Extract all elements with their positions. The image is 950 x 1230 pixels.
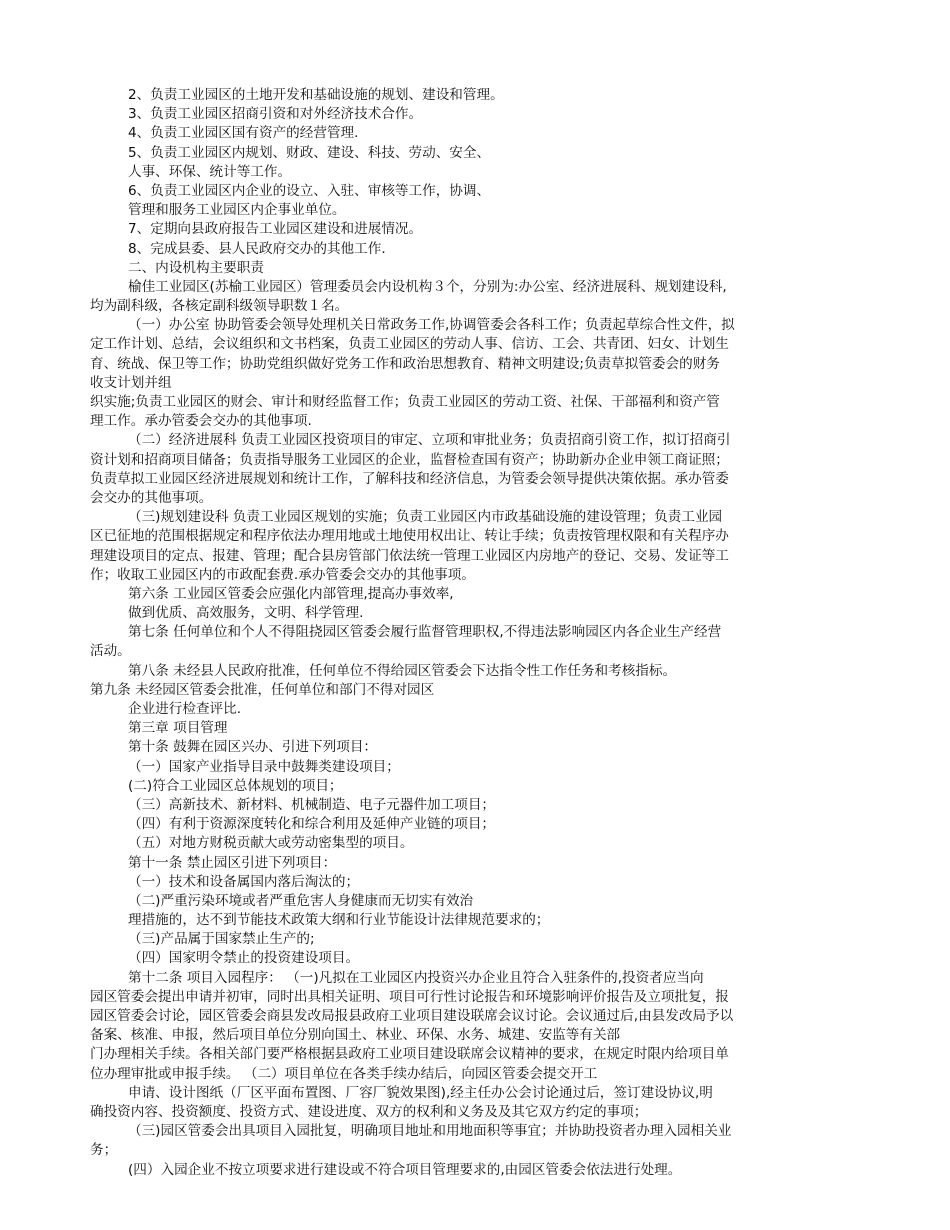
text-line: （二）经济进展科 负责工业园区投资项目的审定、立项和审批业务；负责招商引资工作，拟订招商引 <box>128 432 731 449</box>
text-line: 企业进行检查评比. <box>128 701 242 717</box>
text-line: 4、负责工业园区国有资产的经营管理. <box>128 125 359 142</box>
text-line: 第十一条 禁止园区引进下列项目： <box>128 854 337 871</box>
text-line: 第六条 工业园区管委会应强化内部管理,提高办事效率, <box>128 585 454 602</box>
text-line: 定工作计划、总结，会议组织和文书档案，负责工业园区的劳动人事、信访、工会、共青团、妇女、计划生 <box>90 336 729 353</box>
text-line: 备案、核准、申报，然后项目单位分别向国土、林业、环保、水务、城建、安监等有关部 <box>90 1027 621 1044</box>
text-line: 5、负责工业园区内规划、财政、建设、科技、劳动、安全、 <box>128 144 491 161</box>
text-line: 负责草拟工业园区经济进展规划和统计工作，了解科技和经济信息，为管委会领导提供决策依据。承办管委 <box>90 470 729 487</box>
text-line: 均为副科级，各核定副科级领导职数１名。 <box>90 298 349 315</box>
text-line: 第十二条 项目入园程序： （一)凡拟在工业园区内投资兴办企业且符合入驻条件的,投资者应当向 <box>128 969 704 986</box>
text-line: 收支计划并组 <box>90 374 172 391</box>
text-line: 园区管委会讨论，园区管委会商县发改局报县政府工业项目建设联席会议讨论。会议通过后,由县发改局予以 <box>90 1008 734 1024</box>
text-line: 7、定期向县政府报告工业园区建设和进展情况。 <box>128 221 423 238</box>
text-line: 人事、环保、统计等工作。 <box>128 163 292 180</box>
text-line: (二)符合工业园区总体规划的项目； <box>128 777 343 794</box>
text-line: 2、负责工业园区的土地开发和基础设施的规划、建设和管理。 <box>128 87 504 103</box>
text-line: （三)园区管委会出具项目入园批复，明确项目地址和用地面积等事宜；并协助投资者办理入园相关业 <box>128 1123 732 1140</box>
text-line: 作；收取工业园区内的市政配套费.承办管委会交办的其他事项。 <box>90 566 475 583</box>
text-line: 申请、设计图纸（厂区平面布置图、厂容厂貌效果图),经主任办公会讨论通过后，签订建设协议,明 <box>128 1084 713 1101</box>
text-line: 6、负责工业园区内企业的设立、入驻、审核等工作，协调、 <box>128 182 491 199</box>
text-line: 活动。 <box>90 643 131 660</box>
text-line: (四）入园企业不按立项要求进行建设或不符合项目管理要求的,由园区管委会依法进行处理。 <box>128 1161 682 1178</box>
text-line: （三)规划建设科 负责工业园区规划的实施；负责工业园区内市政基础设施的建设管理；负责工业园 <box>128 509 723 526</box>
text-line: 第九条 未经园区管委会批准，任何单位和部门不得对园区 <box>90 681 435 698</box>
text-line: （三)产品属于国家禁止生产的; <box>128 931 315 948</box>
text-line: （四）有利于资源深度转化和综合利用及延伸产业链的项目； <box>128 816 496 833</box>
text-line: 做到优质、高效服务，文明、科学管理. <box>128 605 364 622</box>
text-line: 第十条 鼓舞在园区兴办、引进下列项目： <box>128 739 378 756</box>
text-line: 务； <box>90 1142 118 1159</box>
text-line: （四）国家明令禁止的投资建设项目。 <box>128 950 360 967</box>
text-line: （三）高新技术、新材料、机械制造、电子元器件加工项目； <box>128 796 496 813</box>
text-line: 育、统战、保卫等工作；协助党组织做好党务工作和政治思想教育、精神文明建设;负责草拟管委会的财务 <box>90 355 720 372</box>
document-body <box>90 86 860 1180</box>
text-line: 第三章 项目管理 <box>128 720 228 737</box>
text-line: 理措施的，达不到节能技术政策大纲和行业节能设计法律规范要求的； <box>128 912 550 929</box>
text-line: 管理和服务工业园区内企事业单位。 <box>128 202 346 219</box>
text-line: 第八条 未经县人民政府批准，任何单位不得给园区管委会下达指令性工作任务和考核指标。 <box>128 662 677 679</box>
text-line: 位办理审批或申报手续。 （二）项目单位在各类手续办结后，向园区管委会提交开工 <box>90 1065 598 1082</box>
text-line: 门办理相关手续。各相关部门要严格根据县政府工业项目建设联席会议精神的要求，在规定时限内给项目单 <box>90 1046 729 1063</box>
text-line: 会交办的其他事项。 <box>90 489 213 506</box>
text-line: 二、内设机构主要职责 <box>128 259 264 276</box>
text-line: 区已征地的范围根据规定和程序依法办理用地或土地使用权出让、转让手续；负责按管理权限和有关程序办 <box>90 528 729 545</box>
text-line: 确投资内容、投资额度、投资方式、建设进度、双方的权利和义务及及其它双方约定的事项； <box>90 1103 648 1120</box>
text-line: 8、完成县委、县人民政府交办的其他工作. <box>128 240 386 257</box>
text-line: 织实施;负责工业园区的财会、审计和财经监督工作；负责工业园区的劳动工资、社保、干部福利和资产管 <box>90 394 720 410</box>
text-line: （一）国家产业指导目录中鼓舞类建设项目； <box>128 758 400 775</box>
text-line: 3、负责工业园区招商引资和对外经济技术合作。 <box>128 106 423 123</box>
text-line: （一）技术和设备属国内落后淘汰的； <box>128 873 360 890</box>
text-line: 第七条 任何单位和个人不得阻挠园区管委会履行监督管理职权,不得违法影响园区内各企业生产经营 <box>128 624 722 641</box>
text-line: （五）对地方财税贡献大或劳动密集型的项目。 <box>128 835 414 852</box>
text-line: （二)严重污染环境或者严重危害人身健康而无切实有效治 <box>128 892 474 909</box>
text-line: 理建设项目的定点、报建、管理；配合县房管部门依法统一管理工业园区内房地产的登记、交易、发证等工 <box>90 547 729 564</box>
text-line: 资计划和招商项目储备；负责指导服务工业园区的企业，监督检查国有资产；协助新办企业申领工商证照； <box>90 451 729 468</box>
text-line: 榆佳工业园区(苏榆工业园区）管理委员会内设机构３个，分别为:办公室、经济进展科、规划建设科, <box>128 278 727 295</box>
text-line: 理工作。承办管委会交办的其他事项. <box>90 413 312 430</box>
text-line: （一）办公室 协助管委会领导处理机关日常政务工作,协调管委会各科工作；负责起草综合性文件，拟 <box>128 317 735 334</box>
text-line: 园区管委会提出申请并初审，同时出具相关证明、项目可行性讨论报告和环境影响评价报告及立项批复，报 <box>90 988 729 1005</box>
